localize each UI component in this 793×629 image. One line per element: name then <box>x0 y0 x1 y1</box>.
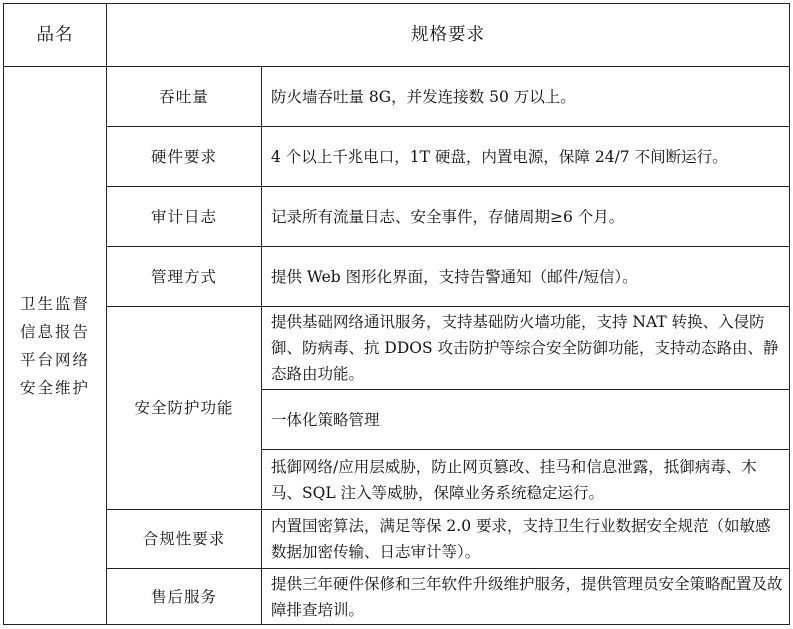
product-name-line: 卫生监督 <box>19 294 90 313</box>
spec-after-sales: 提供三年硬件保修和三年软件升级维护服务，提供管理员安全策略配置及故障排查培训。 <box>262 569 790 625</box>
header-spec-requirements: 规格要求 <box>107 4 790 67</box>
item-hardware: 硬件要求 <box>107 127 262 187</box>
table-row <box>4 187 790 247</box>
product-name-line: 信息报告 <box>19 322 90 341</box>
spec-compliance: 内置国密算法，满足等保 2.0 要求，支持卫生行业数据安全规范（如敏感数据加密传输、日志审计等）。 <box>262 510 790 569</box>
product-name-line: 安全维护 <box>19 378 90 397</box>
item-audit-log: 审计日志 <box>107 187 262 247</box>
table-row <box>4 67 790 127</box>
table-row <box>4 307 790 390</box>
product-name-line: 平台网络 <box>19 350 90 369</box>
item-security-protection: 安全防护功能 <box>107 307 262 510</box>
item-throughput: 吞吐量 <box>107 67 262 127</box>
table-row <box>4 127 790 187</box>
product-name-cell <box>4 67 107 625</box>
item-compliance: 合规性要求 <box>107 510 262 569</box>
spec-audit-log: 记录所有流量日志、安全事件，存储周期≥6 个月。 <box>262 187 790 247</box>
spec-table <box>3 3 790 625</box>
header-row <box>4 4 790 67</box>
item-management: 管理方式 <box>107 247 262 307</box>
spec-throughput: 防火墙吞吐量 8G，并发连接数 50 万以上。 <box>262 67 790 127</box>
spec-security-policy: 一体化策略管理 <box>262 390 790 450</box>
spec-management: 提供 Web 图形化界面，支持告警通知（邮件/短信）。 <box>262 247 790 307</box>
item-after-sales: 售后服务 <box>107 569 262 625</box>
table-row <box>4 510 790 569</box>
spec-security-threats: 抵御网络/应用层威胁，防止网页篡改、挂马和信息泄露，抵御病毒、木马、SQL 注入等威胁，保障业务系统稳定运行。 <box>262 450 790 510</box>
table-row <box>4 569 790 625</box>
spec-security-basic: 提供基础网络通讯服务，支持基础防火墙功能，支持 NAT 转换、入侵防御、防病毒、抗 DDOS 攻击防护等综合安全防御功能，支持动态路由、静态路由功能。 <box>262 307 790 390</box>
spec-hardware: 4 个以上千兆电口，1T 硬盘，内置电源，保障 24/7 不间断运行。 <box>262 127 790 187</box>
header-product-name: 品名 <box>4 4 107 67</box>
table-row <box>4 247 790 307</box>
